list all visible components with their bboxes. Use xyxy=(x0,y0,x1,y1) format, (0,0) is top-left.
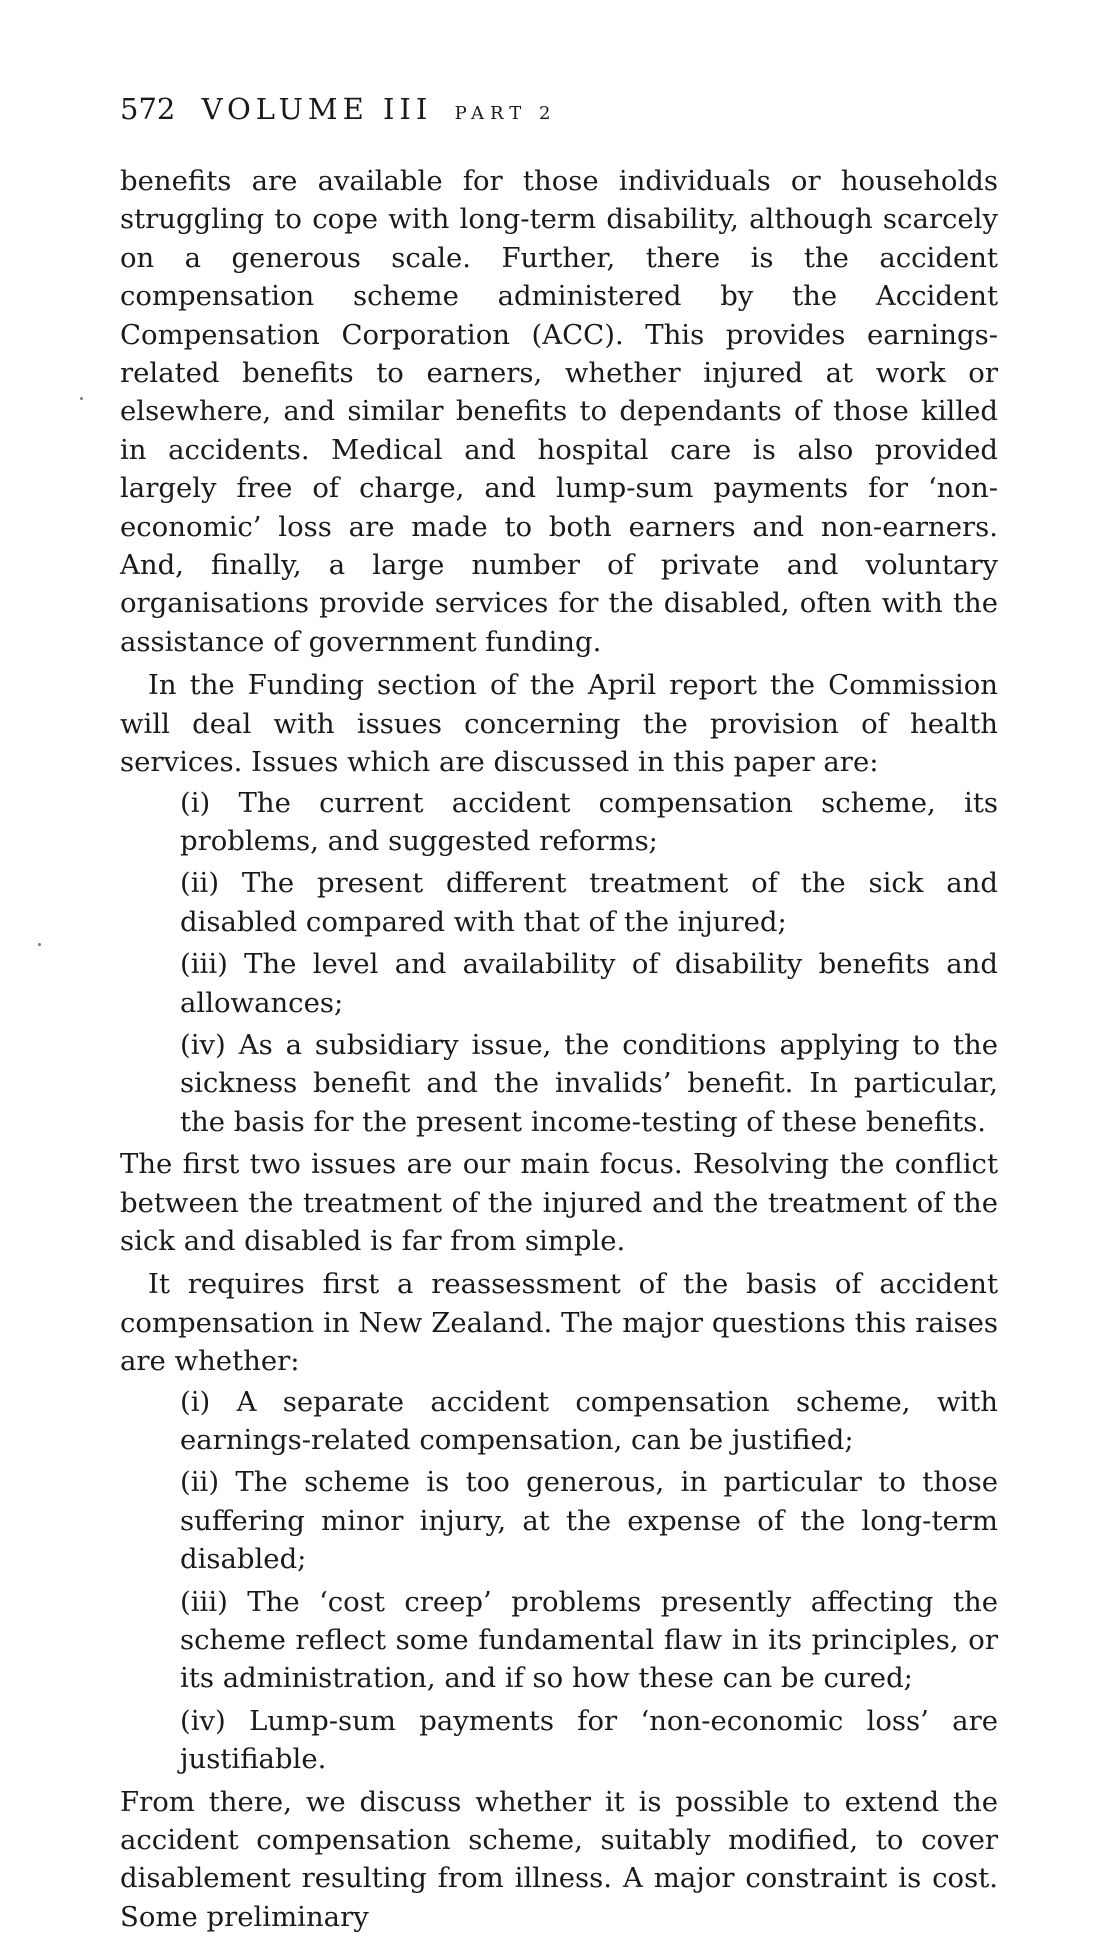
margin-mark xyxy=(80,397,83,400)
volume-label: VOLUME III xyxy=(201,92,433,126)
running-head xyxy=(120,92,556,126)
body-text xyxy=(120,158,998,1936)
margin-mark xyxy=(38,943,41,946)
list-item: (i) A separate accident compensation scheme, with earnings-related compensation, can be justified; xyxy=(180,1385,998,1456)
paragraph-3: The first two issues are our main focus. Resolving the conflict between the treatment of the injured and the treatment of the sick and disabled is far from simple. xyxy=(120,1148,998,1257)
paragraph-5: From there, we discuss whether it is possible to extend the accident compensation scheme, suitably modified, to cover disablement resulting from illness. A major constraint is cost. Some preliminary xyxy=(120,1785,998,1933)
questions-list xyxy=(180,1383,998,1779)
list-item: (iv) Lump-sum payments for ‘non-economic loss’ are justifiable. xyxy=(180,1704,998,1776)
issues-list xyxy=(180,784,998,1142)
part-label: PART 2 xyxy=(454,103,557,124)
list-item: (i) The current accident compensation scheme, its problems, and suggested reforms; xyxy=(180,786,998,857)
page-number: 572 xyxy=(120,92,176,126)
list-item: (iii) The level and availability of disability benefits and allowances; xyxy=(180,948,998,1019)
list-item: (ii) The scheme is too generous, in particular to those suffering minor injury, at the expense of the long-term disabled; xyxy=(180,1466,998,1576)
list-item: (iv) As a subsidiary issue, the conditions applying to the sickness benefit and the invalids’ benefit. In particular, the basis for the present income-testing of these benefits. xyxy=(180,1028,998,1138)
paragraph-2: In the Funding section of the April report the Commission will deal with issues concerning the provision of health services. Issues which are discussed in this paper are: xyxy=(120,669,998,779)
paragraph-4: It requires first a reassessment of the basis of accident compensation in New Zealand. The major questions this raises are whether: xyxy=(120,1268,998,1378)
list-item: (iii) The ‘cost creep’ problems presently affecting the scheme reflect some fundamental flaw in its principles, or its administration, and if so how these can be cured; xyxy=(180,1585,998,1695)
paragraph-1: benefits are available for those individuals or households struggling to cope with long-term disability, although scarcely on a generous scale. Further, there is the accident compensation scheme administered by the Accident Compensation Corporation (ACC). This provides earnings-related benefits to earners, whether injured at work or elsewhere, and similar benefits to dependants of those killed in accidents. Medical and hospital care is also provided largely free of charge, and lump-sum payments for ‘non-economic’ loss are made to both earners and non-earners. And, finally, a large number of private and voluntary organisations provide services for the disabled, often with the assistance of government funding. xyxy=(120,165,998,658)
list-item: (ii) The present different treatment of the sick and disabled compared with that of the injured; xyxy=(180,867,998,938)
